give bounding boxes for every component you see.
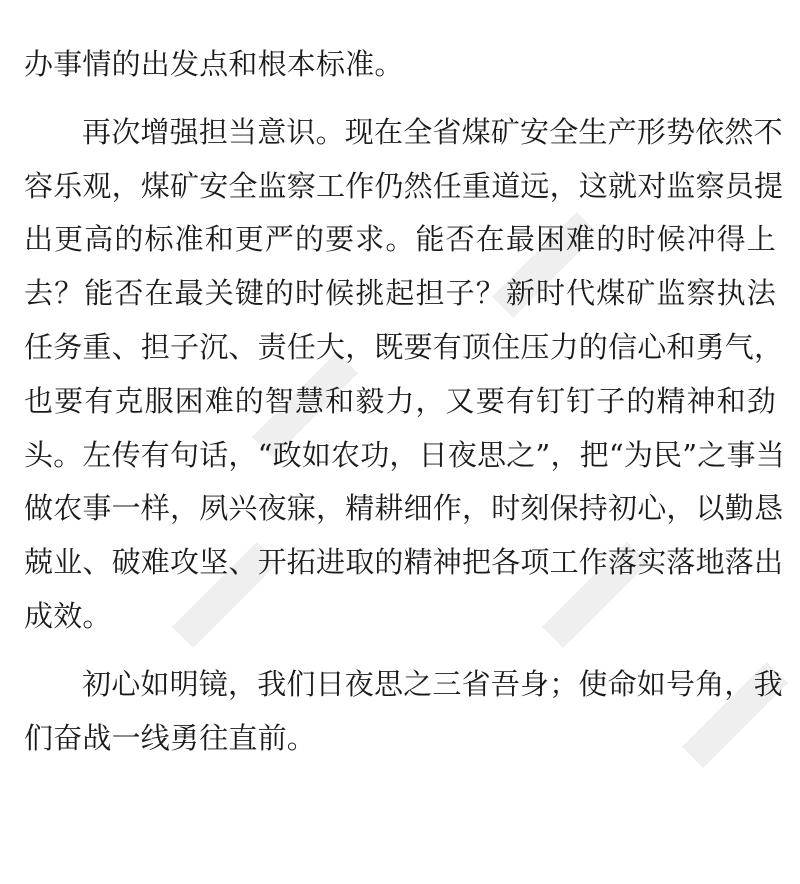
text-line: 初心如明镜，我们日夜思之三省吾身；使命如号角，我 <box>82 666 783 701</box>
text-line: 容乐观，煤矿安全监察工作仍然任重道远，这就对监察员提 <box>24 168 784 203</box>
text-line: 任务重、担子沉、责任大，既要有顶住压力的信心和勇气， <box>24 329 784 364</box>
text-line: 头。左传有句话，“政如农功，日夜思之”，把“为民”之事当 <box>24 437 785 472</box>
text-line: 成效。 <box>24 598 112 633</box>
text-line: 去？能否在最关键的时候挑起担子？新时代煤矿监察执法 <box>24 276 776 311</box>
text-line: 出更高的标准和更严的要求。能否在最困难的时候冲得上 <box>24 222 776 257</box>
text-line: 做农事一样，夙兴夜寐，精耕细作，时刻保持初心，以勤恳 <box>24 491 784 526</box>
text-line: 兢业、破难攻坚、开拓进取的精神把各项工作落实落地落出 <box>24 545 784 580</box>
text-line: 也要有克服困难的智慧和毅力，又要有钉钉子的精神和劲 <box>24 383 776 418</box>
text-line: 办事情的出发点和根本标准。 <box>24 47 404 81</box>
text-line: 再次增强担当意识。现在全省煤矿安全生产形势依然不 <box>82 114 783 149</box>
paragraph-gap <box>24 644 776 658</box>
text-line: 们奋战一线勇往直前。 <box>24 720 317 755</box>
body-text <box>24 38 785 765</box>
paragraph-gap <box>24 92 776 106</box>
